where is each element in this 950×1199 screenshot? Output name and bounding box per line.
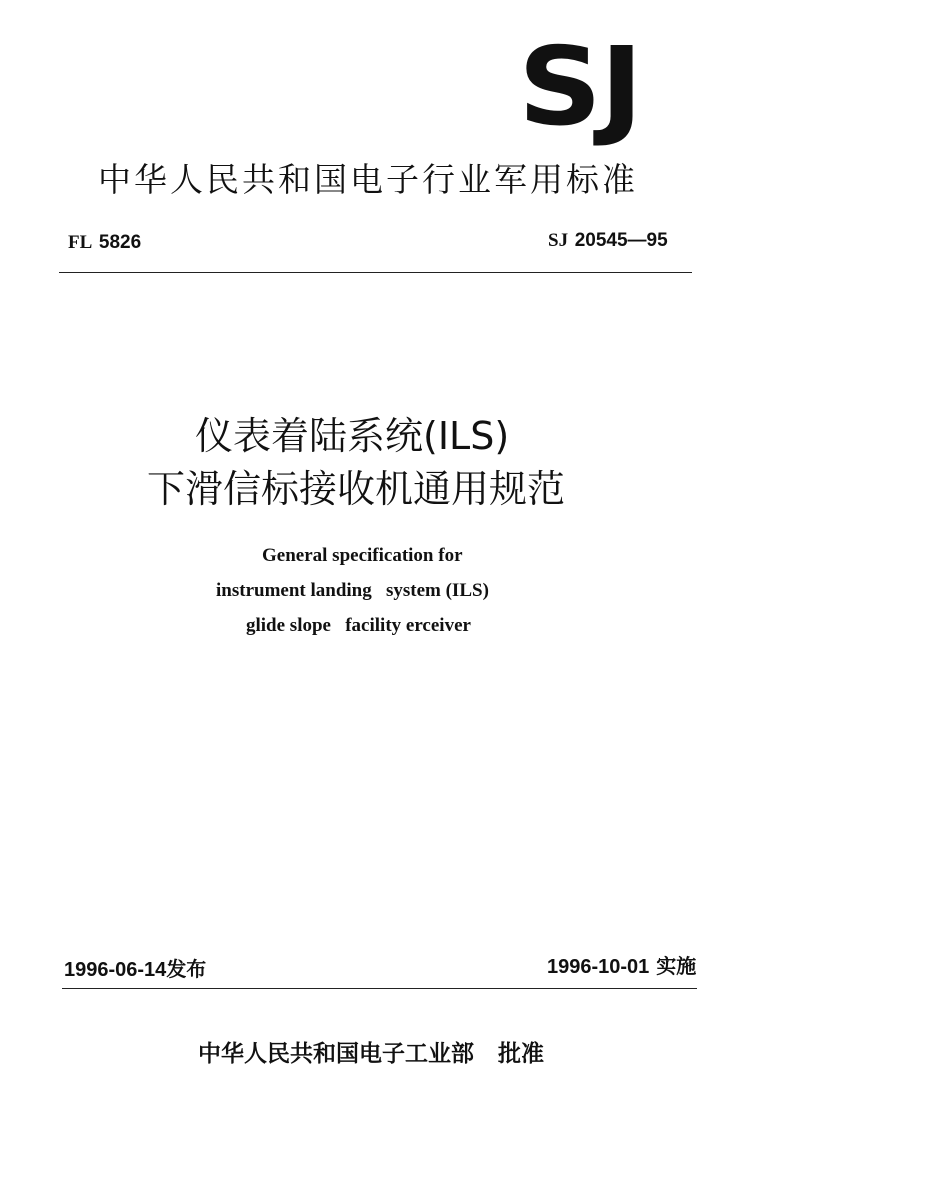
footer-divider: [62, 988, 697, 989]
effective-date-value: 1996-10-01: [547, 956, 650, 978]
standard-code: [548, 229, 668, 252]
sj-logo: SJ: [518, 25, 642, 150]
title-en-line-1: General specification for: [262, 545, 463, 566]
classification-prefix: FL: [68, 232, 93, 253]
classification-number: 5826: [98, 232, 142, 253]
effective-date-label: 实施: [656, 954, 697, 978]
issue-date-value: 1996-06-14: [64, 959, 167, 981]
title-en-line-3: glide slope facility erceiver: [246, 615, 471, 636]
standard-code-prefix: SJ: [548, 230, 569, 251]
approval-label: 批准: [498, 1041, 544, 1067]
issue-date-label: 发布: [166, 957, 207, 981]
approval-line: [198, 1035, 544, 1068]
approval-authority: 中华人民共和国电子工业部: [198, 1041, 474, 1067]
header-divider: [59, 272, 692, 273]
effective-date: [547, 950, 696, 979]
title-cn-line-1: 仪表着陆系统(ILS): [195, 414, 510, 458]
title-en-line-2: instrument landing system (ILS): [216, 580, 489, 601]
issue-date: [64, 953, 206, 982]
issuer-header: 中华人民共和国电子行业军用标准: [98, 160, 638, 199]
title-cn-line-2: 下滑信标接收机通用规范: [147, 467, 566, 511]
classification-code: [68, 231, 141, 254]
standard-code-number: 20545—95: [574, 230, 668, 251]
